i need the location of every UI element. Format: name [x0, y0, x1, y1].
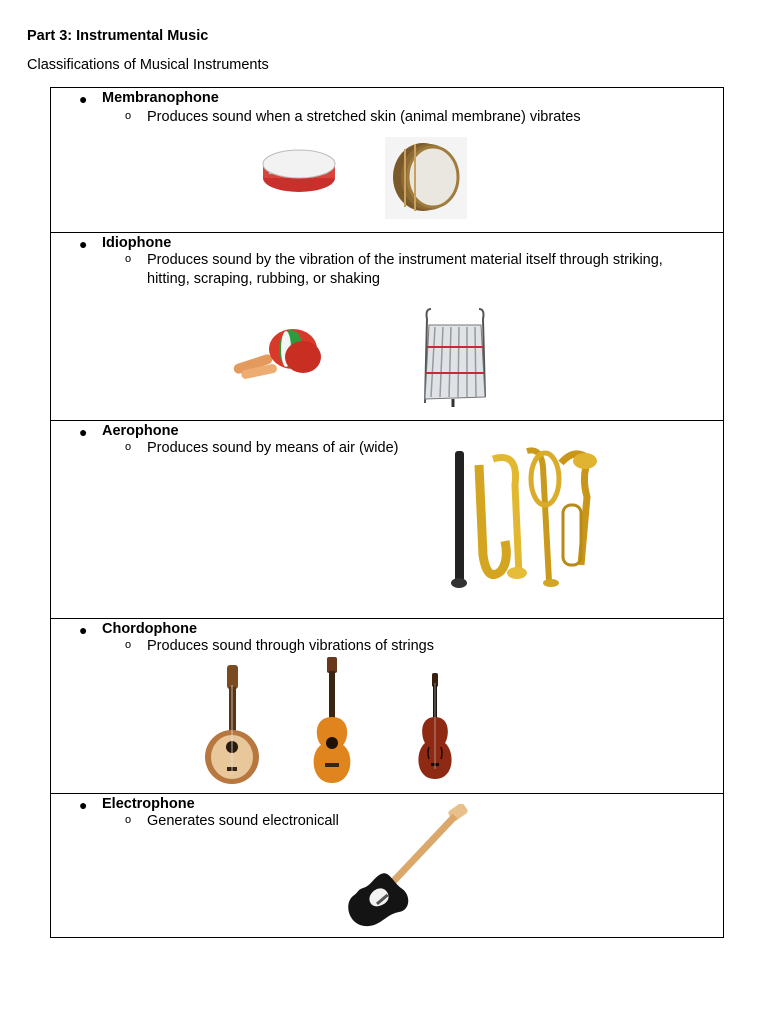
sub-bullet-icon: o	[125, 639, 132, 651]
page-heading: Part 3: Instrumental Music	[27, 28, 209, 44]
electric-bass-guitar-image	[341, 804, 471, 932]
bullet-icon: ●	[79, 622, 88, 638]
term-label: Electrophone	[102, 796, 195, 812]
term-description: Produces sound by the vibration of the instrument material itself through striking, hitting, scraping, rubbing, or shaking	[147, 252, 663, 287]
idiophone-row	[51, 233, 723, 421]
bullet-icon: ●	[79, 424, 88, 440]
chordophone-row	[51, 619, 723, 794]
term-label: Idiophone	[102, 235, 172, 251]
electrophone-row	[51, 794, 723, 936]
sub-bullet-icon: o	[125, 253, 132, 265]
term-label: Membranophone	[102, 90, 219, 106]
aerophone-row	[51, 421, 723, 619]
guitar-image	[307, 657, 357, 785]
double-bass-image	[413, 673, 457, 783]
sub-bullet-icon: o	[125, 110, 132, 122]
term-description: Produces sound by means of air (wide)	[147, 440, 399, 456]
page-subheading: Classifications of Musical Instruments	[27, 57, 269, 73]
tambourine-image	[259, 142, 339, 198]
drum-image	[385, 137, 467, 219]
bullet-icon: ●	[79, 91, 88, 107]
term-description: Generates sound electronicall	[147, 813, 339, 829]
mandolin-image	[203, 665, 261, 785]
term-label: Aerophone	[102, 423, 179, 439]
bullet-icon: ●	[79, 797, 88, 813]
term-label: Chordophone	[102, 621, 198, 637]
bullet-icon: ●	[79, 236, 88, 252]
term-description: Produces sound through vibrations of strings	[147, 638, 434, 654]
classification-table	[50, 87, 724, 938]
membranophone-row	[51, 88, 723, 233]
wind-instruments-image	[449, 445, 599, 595]
sub-bullet-icon: o	[125, 441, 132, 453]
term-description: Produces sound when a stretched skin (animal membrane) vibrates	[147, 109, 581, 125]
maracas-image	[231, 321, 327, 387]
glockenspiel-image	[421, 307, 491, 407]
sub-bullet-icon: o	[125, 814, 132, 826]
